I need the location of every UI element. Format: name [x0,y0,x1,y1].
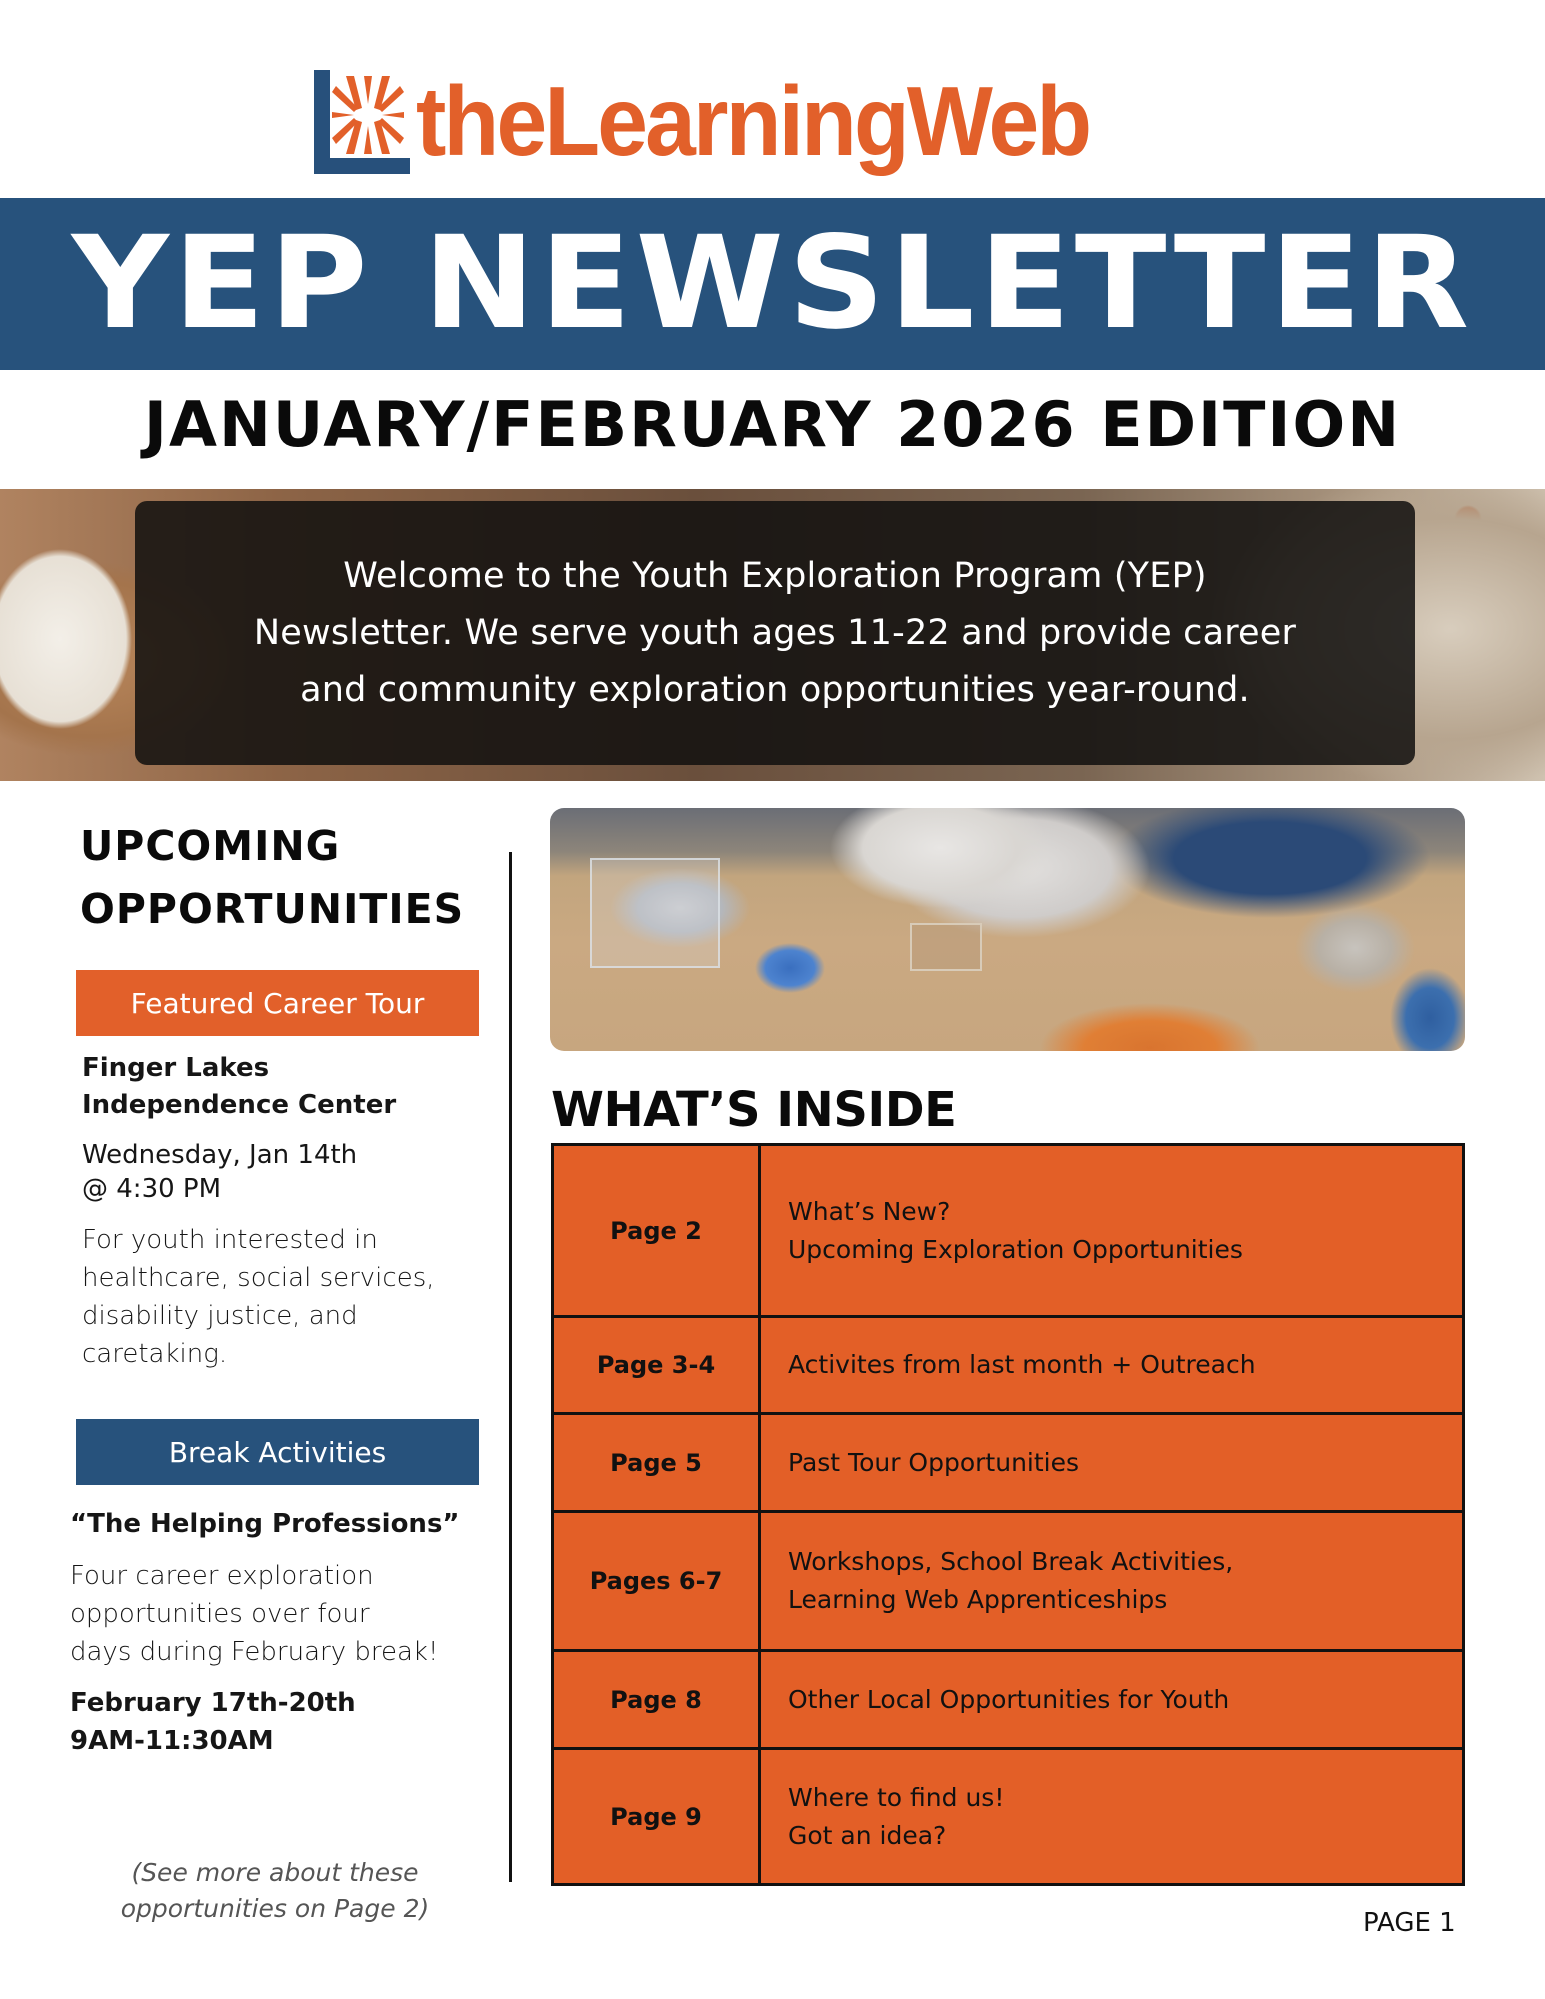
venue-line: Finger Lakes [82,1053,270,1083]
desc-line: Past Tour Opportunities [788,1447,1080,1477]
logo-mark-icon [314,68,410,174]
table-row[interactable] [554,1652,1462,1750]
supply-tray [590,858,720,968]
column-divider [509,852,512,1882]
desc-line: caretaking. [82,1339,228,1369]
learning-web-logo [314,66,1140,176]
break-description [70,1557,438,1671]
featured-datetime [82,1138,357,1206]
section-desc [761,1146,1462,1315]
desc-line: healthcare, social services, [82,1263,435,1293]
desc-line: Workshops, School Break Activities, [788,1547,1234,1576]
featured-venue [82,1050,396,1124]
table-row[interactable] [554,1318,1462,1415]
heading-line: OPPORTUNITIES [80,885,465,933]
section-desc [761,1415,1462,1510]
desc-line: disability justice, and [82,1301,358,1331]
upcoming-opportunities-heading [80,815,480,941]
table-row[interactable] [554,1146,1462,1318]
whats-inside-heading: WHAT’S INSIDE [551,1082,957,1138]
date-line: Wednesday, Jan 14th [82,1140,358,1170]
desc-line: days during February break! [70,1637,439,1667]
section-desc [761,1513,1462,1649]
note-line: (See more about these [131,1858,419,1887]
desc-line: Where to find us! [788,1782,1005,1812]
starburst-icon [332,74,404,156]
page-ref: Page 8 [554,1652,761,1747]
heading-line: UPCOMING [80,822,341,870]
pencil-box [910,923,982,971]
page-ref: Page 5 [554,1415,761,1510]
page-ref: Page 2 [554,1146,761,1315]
table-row[interactable] [554,1750,1462,1883]
desc-line: opportunities over four [70,1599,370,1629]
section-desc [761,1318,1462,1412]
featured-career-tour-tag: Featured Career Tour [76,970,479,1036]
contents-table [551,1143,1465,1886]
edition-subtitle: JANUARY/FEBRUARY 2026 EDITION [143,388,1402,461]
hero-banner [0,489,1545,781]
table-row[interactable] [554,1513,1462,1652]
break-activities-tag: Break Activities [76,1419,479,1485]
venue-line: Independence Center [82,1090,397,1120]
page-number: PAGE 1 [1363,1908,1456,1938]
page-ref: Page 3-4 [554,1318,761,1412]
newsletter-title: YEP NEWSLETTER [71,209,1474,358]
desc-line: Upcoming Exploration Opportunities [788,1234,1243,1264]
time-range: 9AM-11:30AM [70,1726,274,1756]
break-dates [70,1684,356,1760]
see-more-note [80,1855,470,1927]
activity-photo [550,808,1465,1051]
date-range: February 17th-20th [70,1688,356,1718]
section-desc [761,1750,1462,1883]
welcome-line: and community exploration opportunities year-round. [300,669,1250,710]
welcome-box [135,501,1415,765]
welcome-line: Welcome to the Youth Exploration Program (YEP) [343,555,1207,596]
desc-line: For youth interested in [82,1225,378,1255]
desc-line: Other Local Opportunities for Youth [788,1684,1230,1714]
page-ref: Page 9 [554,1750,761,1883]
logo-text: theLearningWeb [416,66,1090,176]
welcome-line: Newsletter. We serve youth ages 11-22 and provide career [253,612,1297,653]
time-line: @ 4:30 PM [82,1174,222,1204]
newsletter-title-band [0,198,1545,370]
desc-line: Four career exploration [70,1561,374,1591]
break-program-title: “The Helping Professions” [70,1509,460,1539]
note-line: opportunities on Page 2) [120,1894,430,1923]
featured-description [82,1221,435,1373]
table-row[interactable] [554,1415,1462,1513]
desc-line: Learning Web Apprenticeships [788,1585,1168,1614]
section-desc [761,1652,1462,1747]
desc-line: What’s New? [788,1196,951,1226]
page-ref: Pages 6-7 [554,1513,761,1649]
desc-line: Activites from last month + Outreach [788,1350,1256,1379]
desc-line: Got an idea? [788,1820,947,1850]
